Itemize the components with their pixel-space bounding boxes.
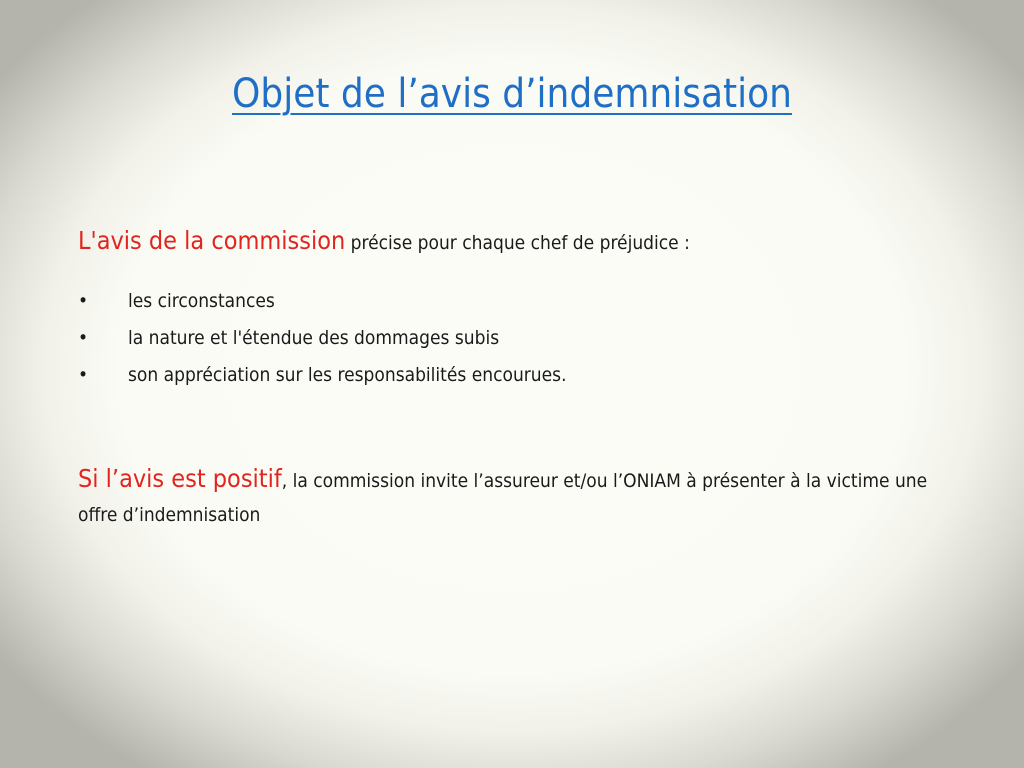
bullet-text: la nature et l'étendue des dommages subis	[128, 327, 500, 349]
bullet-item	[78, 286, 567, 323]
bullet-item	[78, 360, 567, 397]
bullet-text: son appréciation sur les responsabilités encourues.	[128, 364, 567, 386]
slide-title	[0, 66, 1024, 122]
lead-paragraph	[78, 224, 978, 260]
conclusion-text: , la commission invite l’assureur et/ou l’ONIAM à présenter à la victime une offre d’indemnisation	[78, 470, 928, 526]
conclusion-highlight: Si l’avis est positif	[78, 464, 282, 493]
bullet-item	[78, 323, 567, 360]
bullet-icon: •	[78, 327, 89, 349]
lead-highlight: L'avis de la commission	[78, 226, 346, 255]
bullet-icon: •	[78, 290, 89, 312]
lead-text: précise pour chaque chef de préjudice :	[345, 232, 690, 254]
bullet-icon: •	[78, 364, 89, 386]
bullet-list	[78, 286, 567, 397]
slide-title-text: Objet de l’avis d’indemnisation	[232, 71, 792, 117]
bullet-text: les circonstances	[128, 290, 275, 312]
conclusion-paragraph	[78, 462, 968, 532]
